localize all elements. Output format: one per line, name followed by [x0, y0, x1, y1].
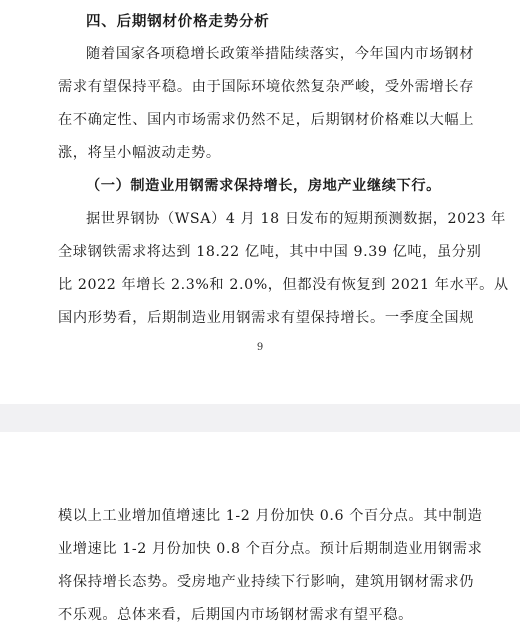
paragraph-line: 国内形势看，后期制造业用钢需求有望保持增长。一季度全国规	[58, 310, 474, 326]
page-separator	[0, 404, 520, 432]
paragraph-line: 比 2022 年增长 2.3%和 2.0%，但都没有恢复到 2021 年水平。从	[58, 277, 509, 293]
paragraph-line: 模以上工业增加值增速比 1-2 月份加快 0.6 个百分点。其中制造	[58, 508, 483, 524]
paragraph-line: 需求有望保持平稳。由于国际环境依然复杂严峻，受外需增长存	[58, 79, 474, 95]
paragraph-line: 随着国家各项稳增长政策举措陆续落实，今年国内市场钢材	[86, 46, 474, 62]
document-page-bottom	[0, 432, 520, 637]
paragraph-line: 在不确定性、国内市场需求仍然不足，后期钢材价格难以大幅上	[58, 112, 474, 128]
subsection-heading: （一）制造业用钢需求保持增长，房地产业继续下行。	[86, 178, 441, 194]
page-number: 9	[256, 342, 264, 353]
paragraph-line: 将保持增长态势。受房地产业持续下行影响，建筑用钢材需求仍	[58, 574, 474, 590]
section-heading: 四、后期钢材价格走势分析	[86, 14, 270, 30]
paragraph-line: 据世界钢协（WSA）4 月 18 日发布的短期预测数据，2023 年	[86, 211, 506, 227]
paragraph-line: 涨，将呈小幅波动走势。	[58, 145, 221, 161]
paragraph-line: 全球钢铁需求将达到 18.22 亿吨，其中中国 9.39 亿吨，虽分别	[58, 244, 482, 260]
paragraph-line: 业增速比 1-2 月份加快 0.8 个百分点。预计后期制造业用钢需求	[58, 541, 483, 557]
paragraph-line: 不乐观。总体来看，后期国内市场钢材需求有望平稳。	[58, 607, 413, 623]
